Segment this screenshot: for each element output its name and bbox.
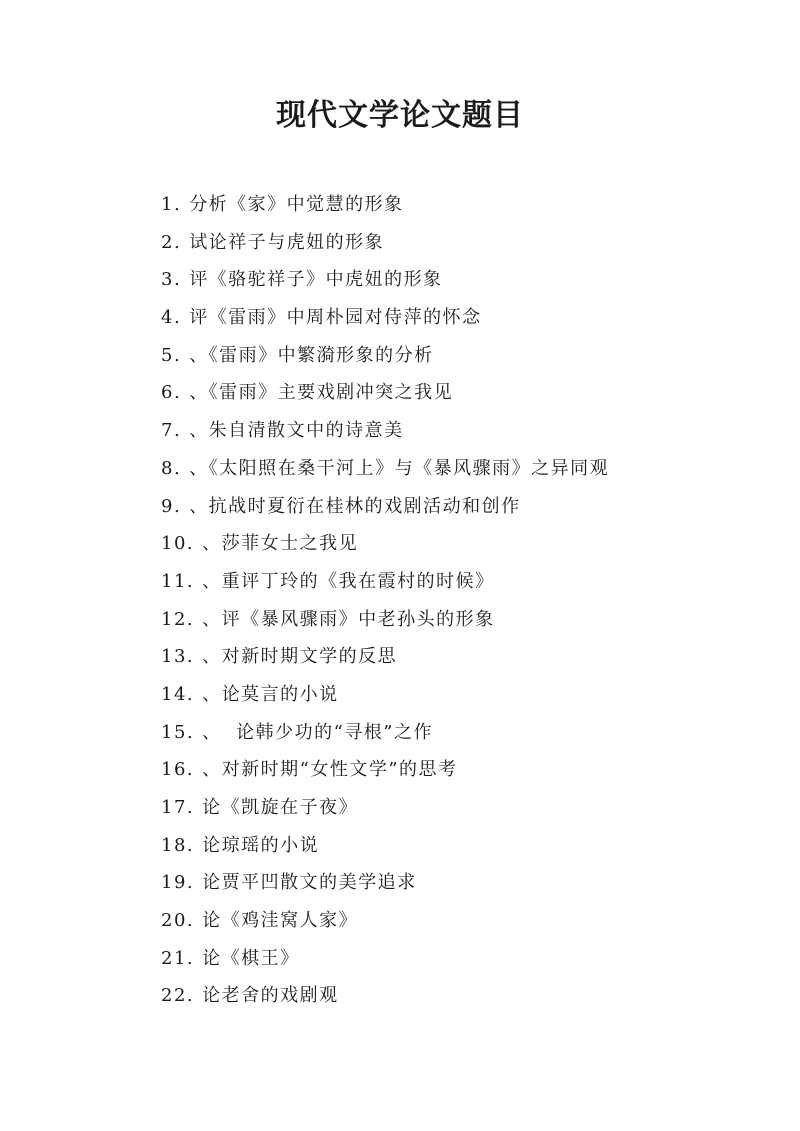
topic-item	[161, 488, 761, 526]
topic-number: 11.	[161, 570, 195, 592]
topic-item	[161, 337, 761, 375]
topic-number: 15.	[161, 721, 195, 743]
topic-text: 、朱自清散文中的诗意美	[189, 420, 404, 442]
topic-item	[161, 940, 761, 978]
topic-text: 试论祥子与虎妞的形象	[189, 231, 385, 253]
topic-number: 3.	[161, 269, 182, 291]
topic-number: 18.	[161, 834, 195, 856]
topic-item	[161, 751, 761, 789]
topic-item	[161, 902, 761, 940]
topic-number: 21.	[161, 947, 195, 969]
topic-number: 6.	[161, 382, 182, 404]
topic-text: 、《雷雨》中繁漪形象的分析	[189, 344, 434, 366]
document-title: 现代文学论文题目	[276, 98, 524, 133]
topic-number: 2.	[161, 231, 182, 253]
topic-text: 论琼瑶的小说	[202, 834, 320, 856]
topic-text: 分析《家》中觉慧的形象	[189, 194, 404, 215]
topic-item	[161, 676, 761, 714]
topic-item	[161, 412, 761, 450]
topic-item	[161, 299, 761, 337]
topic-number: 8.	[161, 457, 182, 479]
topic-item	[161, 714, 761, 752]
topic-text: 论《鸡洼窝人家》	[202, 910, 359, 932]
topic-item	[161, 864, 761, 902]
topic-item	[161, 224, 761, 262]
topic-list	[161, 186, 761, 1015]
topic-number: 22.	[161, 985, 195, 1007]
topic-text: 、《雷雨》主要戏剧冲突之我见	[189, 382, 454, 404]
topic-number: 5.	[161, 344, 182, 366]
topic-text: 论贾平凹散文的美学追求	[202, 872, 417, 894]
topic-number: 4.	[161, 307, 182, 329]
topic-number: 13.	[161, 646, 195, 668]
topic-item	[161, 977, 761, 1015]
topic-number: 20.	[161, 910, 195, 932]
topic-item	[161, 186, 761, 224]
topic-item	[161, 789, 761, 827]
topic-item	[161, 261, 761, 299]
topic-number: 16.	[161, 759, 195, 781]
topic-item	[161, 374, 761, 412]
topic-number: 1.	[161, 194, 182, 215]
topic-text: 、抗战时夏衍在桂林的戏剧活动和创作	[189, 495, 521, 517]
topic-item	[161, 450, 761, 488]
topic-number: 17.	[161, 797, 195, 818]
topic-item	[161, 638, 761, 676]
topic-text: 、 论韩少功的“寻根”之作	[202, 721, 433, 743]
topic-item	[161, 827, 761, 865]
topic-item	[161, 601, 761, 639]
topic-text: 评《骆驼祥子》中虎妞的形象	[189, 269, 443, 291]
topic-text: 、重评丁玲的《我在霞村的时候》	[202, 570, 495, 592]
topic-text: 、《太阳照在桑干河上》与《暴风骤雨》之异同观	[189, 457, 610, 479]
topic-text: 、对新时期文学的反思	[202, 646, 398, 668]
topic-text: 、评《暴风骤雨》中老孙头的形象	[202, 608, 495, 630]
topic-number: 10.	[161, 533, 195, 555]
topic-number: 7.	[161, 420, 182, 442]
topic-number: 19.	[161, 872, 195, 894]
topic-text: 、论莫言的小说	[202, 683, 339, 705]
topic-text: 评《雷雨》中周朴园对侍萍的怀念	[189, 307, 482, 329]
topic-text: 论老舍的戏剧观	[202, 985, 339, 1007]
topic-text: 、对新时期“女性文学”的思考	[202, 759, 458, 781]
topic-number: 9.	[161, 495, 182, 517]
topic-text: 论《凯旋在子夜》	[202, 797, 359, 818]
topic-number: 14.	[161, 683, 195, 705]
topic-text: 论《棋王》	[202, 947, 300, 969]
topic-text: 、莎菲女士之我见	[202, 533, 359, 555]
topic-number: 12.	[161, 608, 195, 630]
topic-item	[161, 525, 761, 563]
topic-item	[161, 563, 761, 601]
